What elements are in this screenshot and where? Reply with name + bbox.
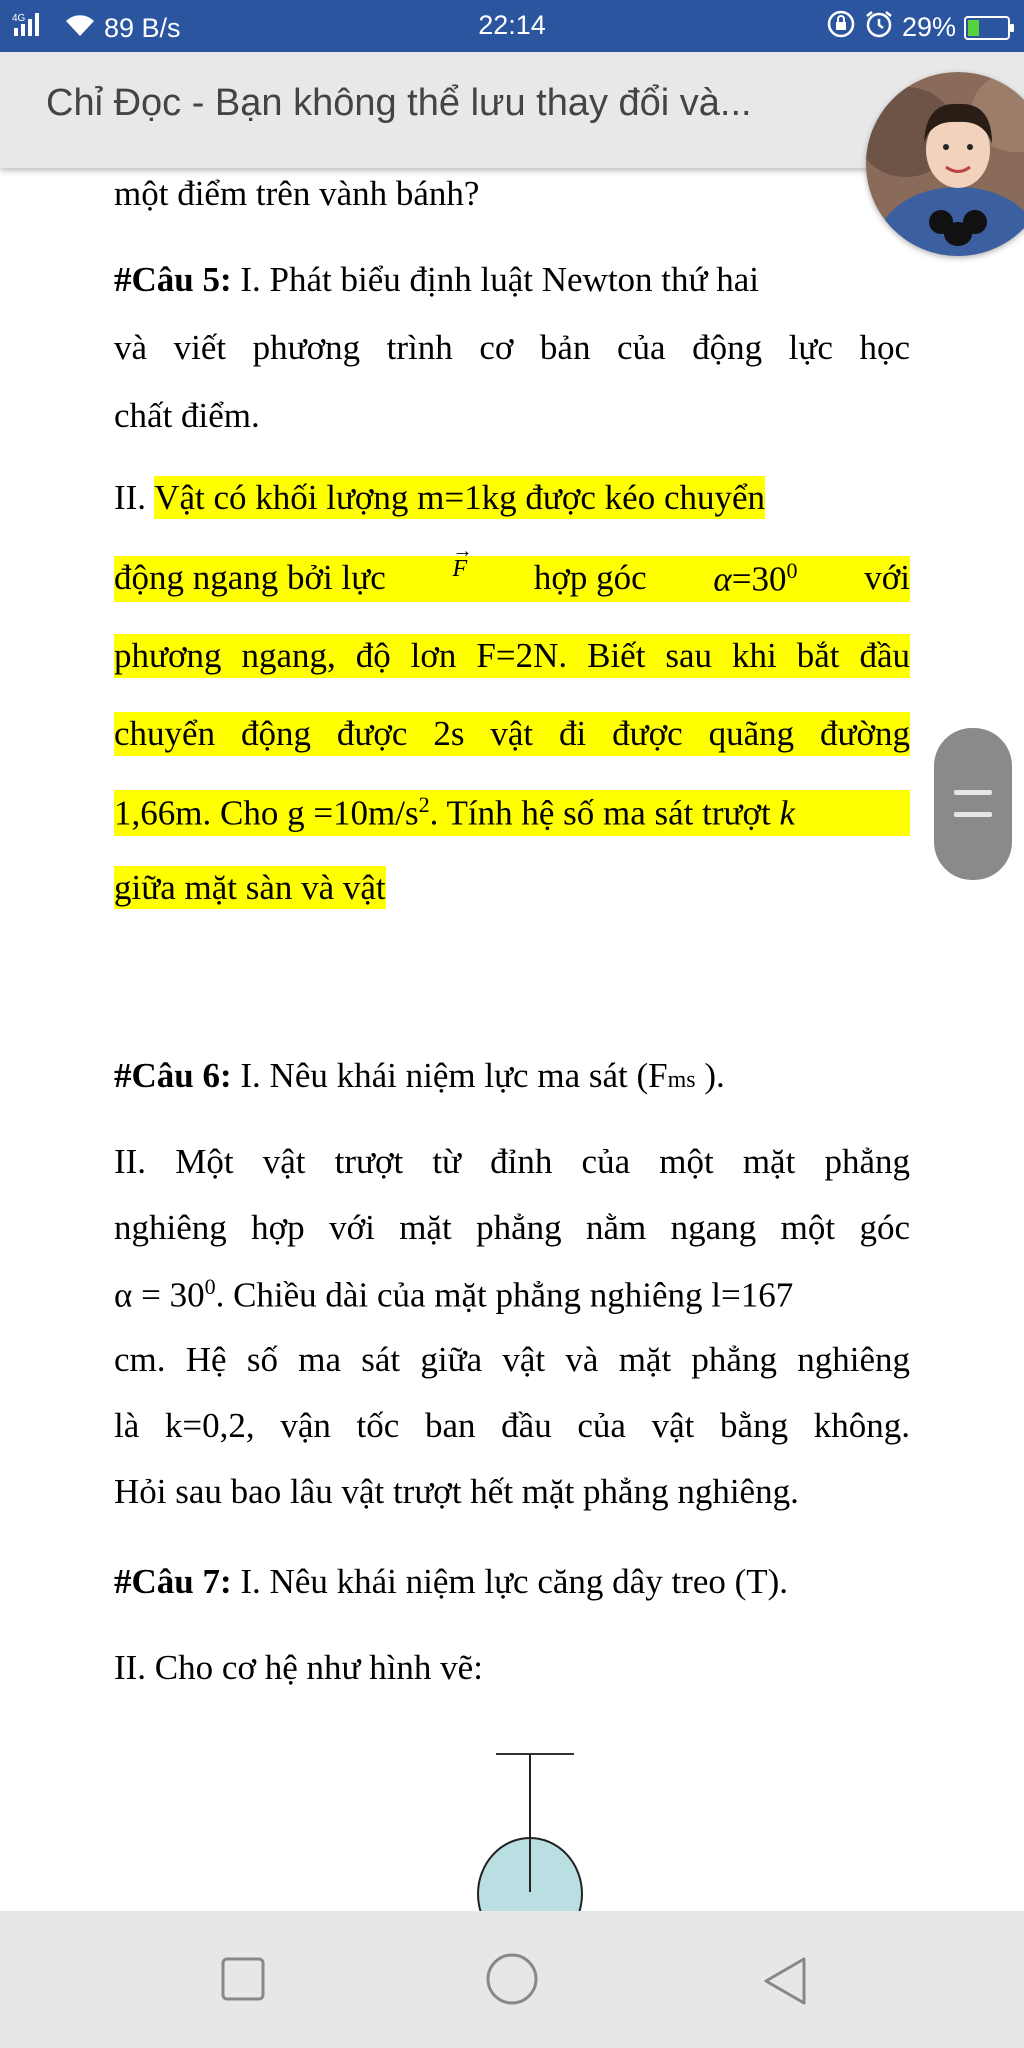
subscript: ms bbox=[667, 1067, 696, 1093]
text-line: $\alpha = 30^0$. Chiều dài của mặt phẳng nghiêng l=167 bbox=[114, 1274, 794, 1315]
text-line: cm. Hệ số ma sát giữa vật và mặt phẳng nghiêng bbox=[114, 1340, 910, 1379]
highlight-text: với bbox=[864, 558, 910, 597]
question-6-heading bbox=[114, 1056, 725, 1096]
fast-scroll-handle[interactable] bbox=[934, 728, 1012, 880]
status-bar bbox=[0, 0, 1024, 52]
battery-icon bbox=[964, 16, 1010, 40]
network-speed: 89 B/s bbox=[104, 13, 181, 43]
question-7-heading bbox=[114, 1562, 788, 1602]
force-vector: → F bbox=[452, 540, 473, 582]
highlight-text: chuyển động được 2s vật đi được quãng đường bbox=[114, 712, 910, 756]
highlight-text: 1,66m. Cho g =10m/s bbox=[114, 793, 419, 833]
clock: 22:14 bbox=[478, 10, 546, 40]
alarm-icon bbox=[864, 9, 894, 46]
text-line: I. Nêu khái niệm lực ma sát (F bbox=[240, 1056, 668, 1095]
text-line: II. Một vật trượt từ đỉnh của một mặt phẳng bbox=[114, 1142, 910, 1181]
lock-rotation-icon bbox=[826, 9, 856, 46]
part-prefix: II. bbox=[114, 478, 147, 517]
angle-expression: $\alpha=30^0$ bbox=[713, 558, 798, 599]
text-line: và viết phương trình cơ bản của động lực học bbox=[114, 328, 910, 367]
superscript: 2 bbox=[418, 792, 430, 817]
text-line: I. Nêu khái niệm lực căng dây treo (T). bbox=[240, 1562, 789, 1601]
highlight-text: . Tính hệ số ma sát trượt bbox=[429, 793, 771, 833]
question-5-heading bbox=[114, 260, 759, 300]
highlight-text: giữa mặt sàn và vật bbox=[114, 868, 386, 907]
question-label: #Câu 5: bbox=[114, 260, 232, 299]
highlighted-line bbox=[114, 868, 386, 908]
text-line: ). bbox=[695, 1056, 725, 1095]
highlight-text: hợp góc bbox=[533, 558, 647, 597]
text-line: một điểm trên vành bánh? bbox=[114, 174, 480, 213]
highlighted-line bbox=[114, 790, 910, 836]
highlight-text: động ngang bởi lực bbox=[114, 558, 386, 597]
text-line: Hỏi sau bao lâu vật trượt hết mặt phẳng nghiêng. bbox=[114, 1472, 799, 1511]
highlight-text: Vật có khối lượng m=1kg được kéo chuyển bbox=[154, 478, 766, 517]
text-line: là k=0,2, vận tốc ban đầu của vật bằng không. bbox=[114, 1406, 910, 1445]
text-line: I. Phát biểu định luật Newton thứ hai bbox=[240, 260, 760, 299]
triangle-back-icon[interactable] bbox=[760, 1955, 808, 2012]
circle-icon[interactable] bbox=[484, 1951, 540, 2012]
highlighted-line bbox=[114, 540, 910, 602]
text-line: chất điểm. bbox=[114, 396, 260, 435]
document-title: Chỉ Đọc - Bạn không thể lưu thay đổi và... bbox=[46, 82, 752, 124]
square-icon[interactable] bbox=[219, 1955, 267, 2008]
question-label: #Câu 6: bbox=[114, 1056, 232, 1095]
highlighted-line bbox=[114, 478, 765, 518]
navigation-bar bbox=[0, 1911, 1024, 2048]
highlighted-line bbox=[114, 634, 910, 678]
highlight-text: phương ngang, độ lơn F=2N. Biết sau khi bắt đầu bbox=[114, 634, 910, 678]
network-type-label: 4G bbox=[12, 13, 26, 24]
text-line: II. Cho cơ hệ như hình vẽ: bbox=[114, 1648, 483, 1687]
text-line: nghiêng hợp với mặt phẳng nằm ngang một góc bbox=[114, 1208, 910, 1247]
question-label: #Câu 7: bbox=[114, 1562, 232, 1601]
highlighted-line bbox=[114, 712, 910, 756]
battery-percent: 29% bbox=[901, 12, 956, 42]
variable-k: k bbox=[779, 793, 796, 833]
pulley-diagram bbox=[470, 1744, 590, 1914]
